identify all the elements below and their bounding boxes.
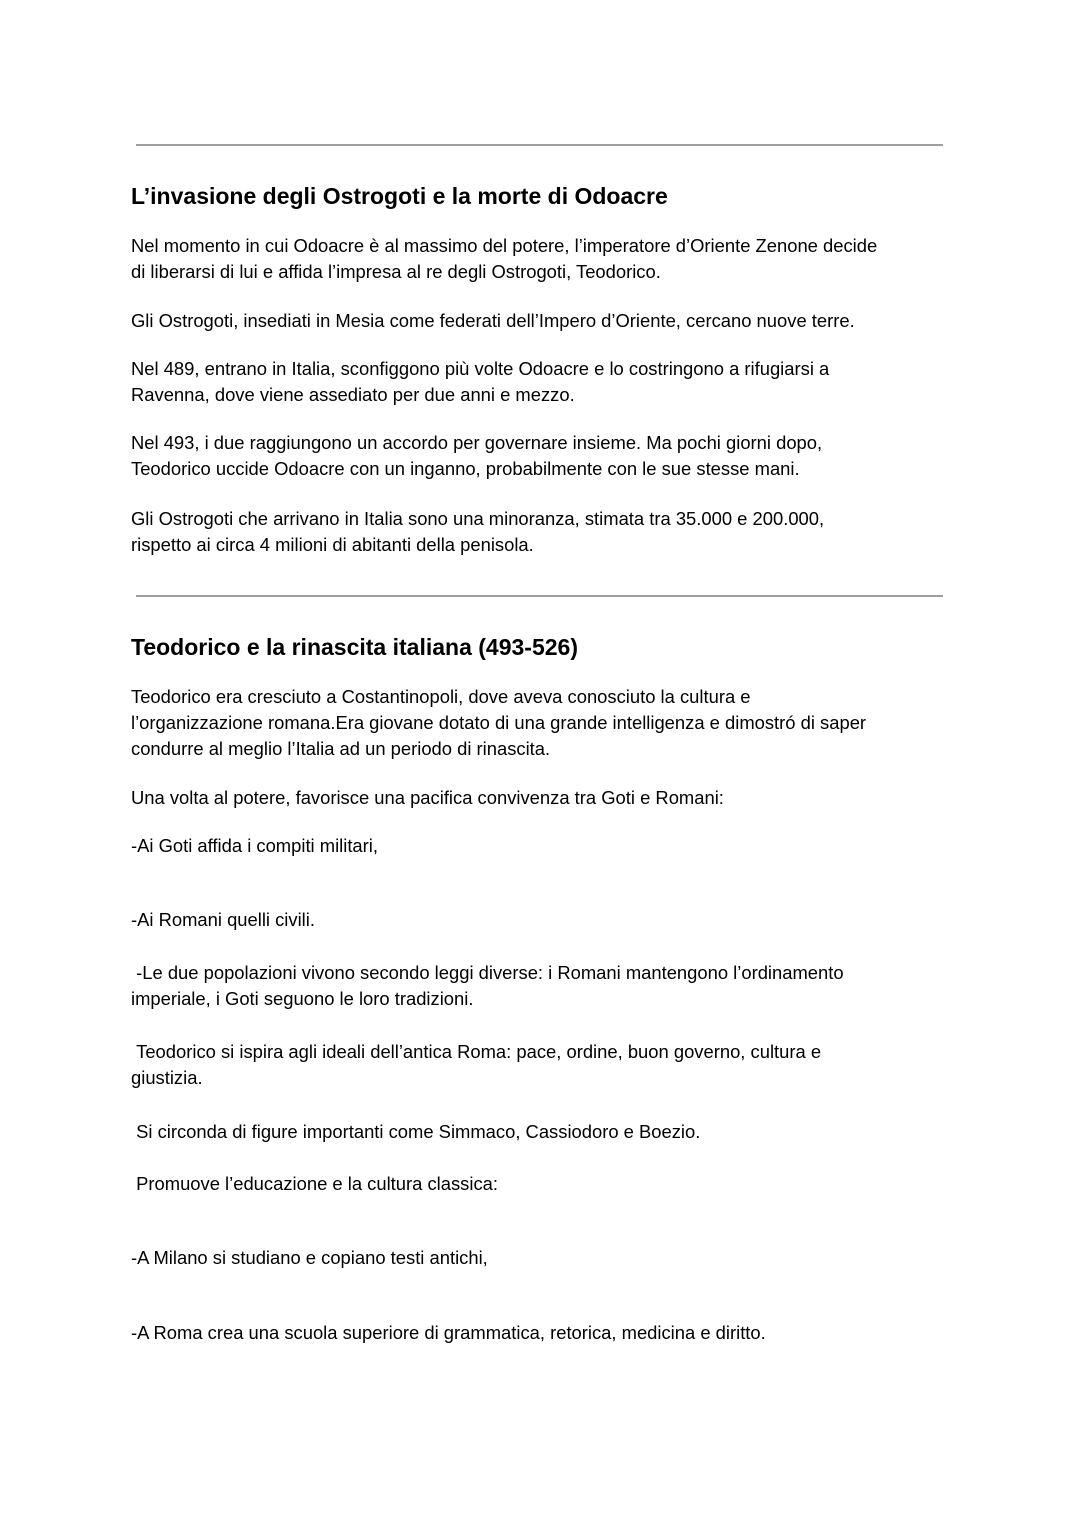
paragraph: Una volta al potere, favorisce una pacifica convivenza tra Goti e Romani:	[131, 787, 724, 808]
paragraph: Nel 493, i due raggiungono un accordo per governare insieme. Ma pochi giorni dopo, Teodorico uccide Odoacre con un inganno, probabilmente con le sue stesse mani.	[131, 432, 823, 479]
paragraph: Nel momento in cui Odoacre è al massimo del potere, l’imperatore d’Oriente Zenone decide di liberarsi di lui e affida l’impresa al re degli Ostrogoti, Teodorico.	[131, 235, 878, 282]
list-item: -Ai Romani quelli civili.	[131, 909, 315, 930]
horizontal-divider	[136, 144, 943, 146]
list-item: -A Milano si studiano e copiano testi antichi,	[131, 1247, 488, 1268]
paragraph: Nel 489, entrano in Italia, sconfiggono più volte Odoacre e lo costringono a rifugiarsi a Ravenna, dove viene assediato per due anni e mezzo.	[131, 358, 830, 405]
horizontal-divider	[136, 595, 943, 597]
paragraph: Si circonda di figure importanti come Simmaco, Cassiodoro e Boezio.	[131, 1121, 701, 1142]
paragraph: Gli Ostrogoti che arrivano in Italia sono una minoranza, stimata tra 35.000 e 200.000, rispetto ai circa 4 milioni di abitanti della penisola.	[131, 508, 825, 555]
list-item: -Ai Goti affida i compiti militari,	[131, 835, 378, 856]
paragraph: Gli Ostrogoti, insediati in Mesia come federati dell’Impero d’Oriente, cercano nuove terre.	[131, 310, 855, 331]
paragraph: -Le due popolazioni vivono secondo leggi diverse: i Romani mantengono l’ordinamento imperiale, i Goti seguono le loro tradizioni.	[131, 962, 844, 1009]
section-heading: Teodorico e la rinascita italiana (493-526)	[131, 634, 578, 660]
section-heading: L’invasione degli Ostrogoti e la morte di Odoacre	[131, 183, 668, 209]
paragraph: Teodorico si ispira agli ideali dell’antica Roma: pace, ordine, buon governo, cultura e giustizia.	[131, 1041, 822, 1088]
paragraph: Teodorico era cresciuto a Costantinopoli, dove aveva conosciuto la cultura e l’organizzazione romana.Era giovane dotato di una grande intelligenza e dimostró di saper condurre al meglio l’Italia ad un periodo di rinascita.	[131, 686, 867, 759]
list-item: -A Roma crea una scuola superiore di grammatica, retorica, medicina e diritto.	[131, 1322, 766, 1343]
paragraph: Promuove l’educazione e la cultura classica:	[131, 1173, 498, 1194]
